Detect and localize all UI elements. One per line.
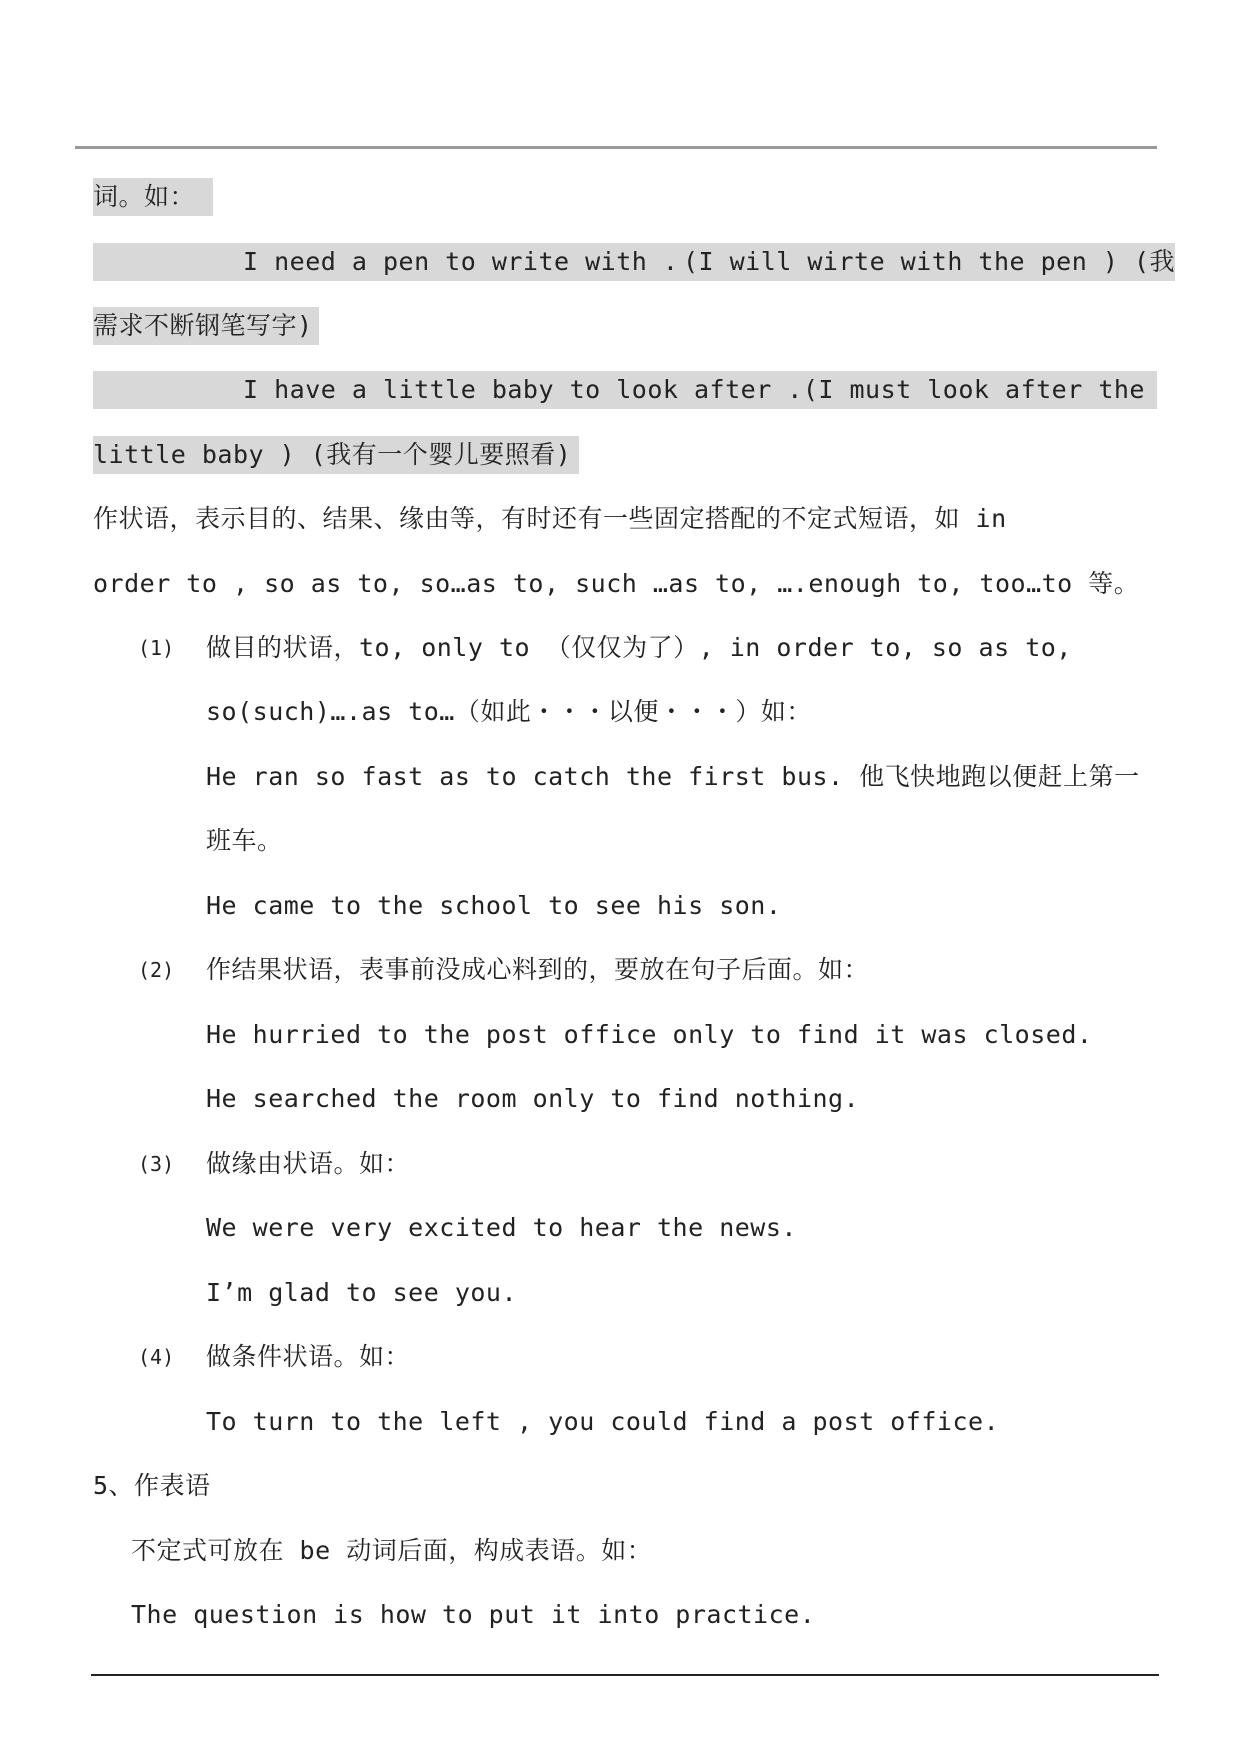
text-line: 需求不断钢笔写字) xyxy=(93,307,319,345)
example-sentence: We were very excited to hear the news. xyxy=(206,1213,797,1242)
example-line: I have a little baby to look after .(I must look after the xyxy=(93,371,1157,409)
list-number: (4) xyxy=(138,1345,175,1369)
footer-rule xyxy=(91,1674,1159,1676)
list-item-text: 做缘由状语。如： xyxy=(206,1149,411,1178)
list-number: (3) xyxy=(138,1152,175,1176)
header-rule xyxy=(75,146,1157,149)
example-sentence: He hurried to the post office only to find it was closed. xyxy=(206,1020,1093,1049)
list-item-text: 做条件状语。如： xyxy=(206,1342,411,1371)
text-line: 班车。 xyxy=(206,826,283,855)
example-sentence: He came to the school to see his son. xyxy=(206,891,782,920)
text-line: so(such)….as to…（如此・・・以便・・・）如： xyxy=(206,697,812,726)
example-sentence: I’m glad to see you. xyxy=(206,1278,518,1307)
example-explanation: (I will wirte with the pen ) (我 xyxy=(682,247,1175,276)
text-line: order to , so as to, so…as to, such …as to, ….enough to, too…to 等。 xyxy=(93,569,1140,598)
list-item-text: 做目的状语，to, only to （仅仅为了）, in order to, so as to, xyxy=(206,633,1072,662)
example-sentence: I need a pen to write with . xyxy=(243,247,679,276)
text-line: 词。如： xyxy=(93,178,213,216)
text-line: 作状语，表示目的、结果、缘由等，有时还有一些固定搭配的不定式短语，如 in xyxy=(93,504,1007,533)
example-sentence: To turn to the left , you could find a post office. xyxy=(206,1407,1000,1436)
example-line xyxy=(93,243,1175,281)
list-number: (1) xyxy=(138,636,175,660)
section-heading: 5、作表语 xyxy=(93,1471,211,1500)
list-number: (2) xyxy=(138,958,175,982)
example-sentence: He ran so fast as to catch the first bus. 他飞快地跑以便赶上第一 xyxy=(206,762,1140,791)
example-sentence: He searched the room only to find nothing. xyxy=(206,1084,860,1113)
example-sentence: The question is how to put it into practice. xyxy=(131,1600,816,1629)
text-line: 不定式可放在 be 动词后面，构成表语。如： xyxy=(131,1536,653,1565)
text-line: little baby ) (我有一个婴儿要照看) xyxy=(93,436,579,474)
list-item-text: 作结果状语，表事前没成心料到的，要放在句子后面。如： xyxy=(206,955,870,984)
